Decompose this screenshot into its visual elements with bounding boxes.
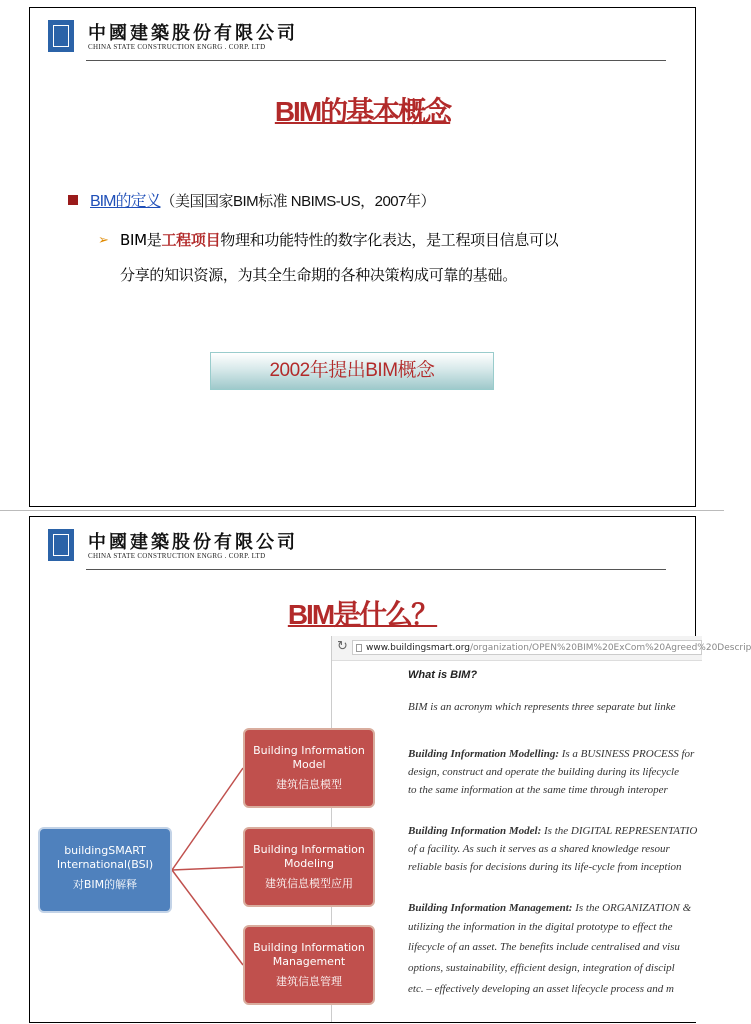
web-model-line-2: of a facility. As such it serves as a shared knowledge resour	[408, 843, 670, 855]
box-label-cn: 建筑信息管理	[276, 975, 342, 988]
box-label-en-1: Building Information	[253, 744, 365, 757]
box-label-en-1: Building Information	[253, 941, 365, 954]
definition-highlight: 工程项目	[161, 231, 221, 249]
definition-line-1	[120, 229, 558, 250]
reload-icon[interactable]: ↻	[337, 639, 348, 654]
web-modelling-text: Is a BUSINESS PROCESS for	[558, 748, 695, 760]
definition-bullet	[90, 188, 435, 211]
web-mgmt-line-2: utilizing the information in the digital prototype to effect the	[408, 921, 673, 933]
header-divider	[86, 60, 666, 61]
definition-source: （美国国家BIM标准 NBIMS-US，2007年）	[160, 193, 435, 210]
web-heading: What is BIM?	[408, 669, 478, 681]
slide-what-is-bim	[29, 516, 751, 1023]
web-intro: BIM is an acronym which represents three separate but linke	[408, 701, 676, 713]
bsi-name-line-1: buildingSMART	[64, 844, 146, 857]
url-path: /organization/OPEN%20BIM%20ExCom%20Agreed%20Descrip	[470, 643, 751, 653]
box-label-en-1: Building Information	[253, 843, 365, 856]
slide1-title: BIM的基本概念	[274, 96, 451, 127]
bsi-source-box	[38, 827, 172, 913]
company-logo	[48, 20, 74, 52]
web-model-text: Is the DIGITAL REPRESENTATIO	[541, 825, 698, 837]
box-label-en-2: Model	[292, 758, 326, 771]
connector-modeling	[172, 867, 243, 870]
web-modelling-term: Building Information Modelling:	[408, 748, 559, 760]
company-name-cn: 中國建築股份有限公司	[88, 532, 298, 553]
web-mgmt-text: Is the ORGANIZATION &	[572, 902, 692, 914]
url-host: www.buildingsmart.org	[366, 643, 470, 653]
bsi-cn-label: 对BIM的解释	[72, 878, 138, 891]
web-model-term: Building Information Model:	[408, 825, 542, 837]
definition-prefix: BIM是	[120, 231, 162, 249]
box-label-en-2: Modeling	[283, 857, 335, 870]
arrow-bullet-icon: ➢	[98, 233, 109, 248]
web-mgmt-line-3: lifecycle of an asset. The benefits include centralised and visu	[408, 941, 680, 953]
web-mgmt-line-4: options, sustainability, efficient design, integration of discipl	[408, 962, 675, 974]
web-mgmt-term: Building Information Management:	[408, 902, 573, 914]
slide-bim-concept	[29, 7, 696, 507]
bsi-name-line-2: International(BSI)	[56, 858, 154, 871]
slide2-title: BIM是什么？	[287, 599, 438, 630]
bim-definition-link[interactable]: BIM的定义	[90, 193, 161, 210]
web-modelling-line-2: design, construct and operate the building during its lifecycle	[408, 766, 679, 778]
bim-modeling-box	[243, 827, 375, 907]
definition-rest: 物理和功能特性的数字化表达，是工程项目信息可以	[220, 231, 559, 249]
year-callout: 2002年提出BIM概念	[210, 352, 494, 390]
connector-model	[172, 768, 243, 870]
page-separator	[0, 510, 724, 511]
company-name-cn: 中國建築股份有限公司	[88, 23, 298, 44]
box-label-cn: 建筑信息模型	[276, 778, 342, 791]
square-bullet-icon	[68, 195, 78, 205]
web-model-line-3: reliable basis for decisions during its life-cycle from inception	[408, 861, 682, 873]
connector-management	[172, 870, 243, 965]
bim-model-box	[243, 728, 375, 808]
box-label-en-2: Management	[272, 955, 346, 968]
definition-line-2: 分享的知识资源，为其全生命期的各种决策构成可靠的基础。	[120, 266, 517, 284]
company-name-en: CHINA STATE CONSTRUCTION ENGRG . CORP. LTD	[88, 43, 266, 51]
bim-management-box	[243, 925, 375, 1005]
web-mgmt-line-5: etc. – effectively developing an asset lifecycle process and m	[408, 983, 674, 995]
web-modelling-line-3: to the same information at the same time through interoper	[408, 784, 668, 796]
box-label-cn: 建筑信息模型应用	[265, 877, 353, 890]
company-name-en: CHINA STATE CONSTRUCTION ENGRG . CORP. LTD	[88, 552, 266, 560]
